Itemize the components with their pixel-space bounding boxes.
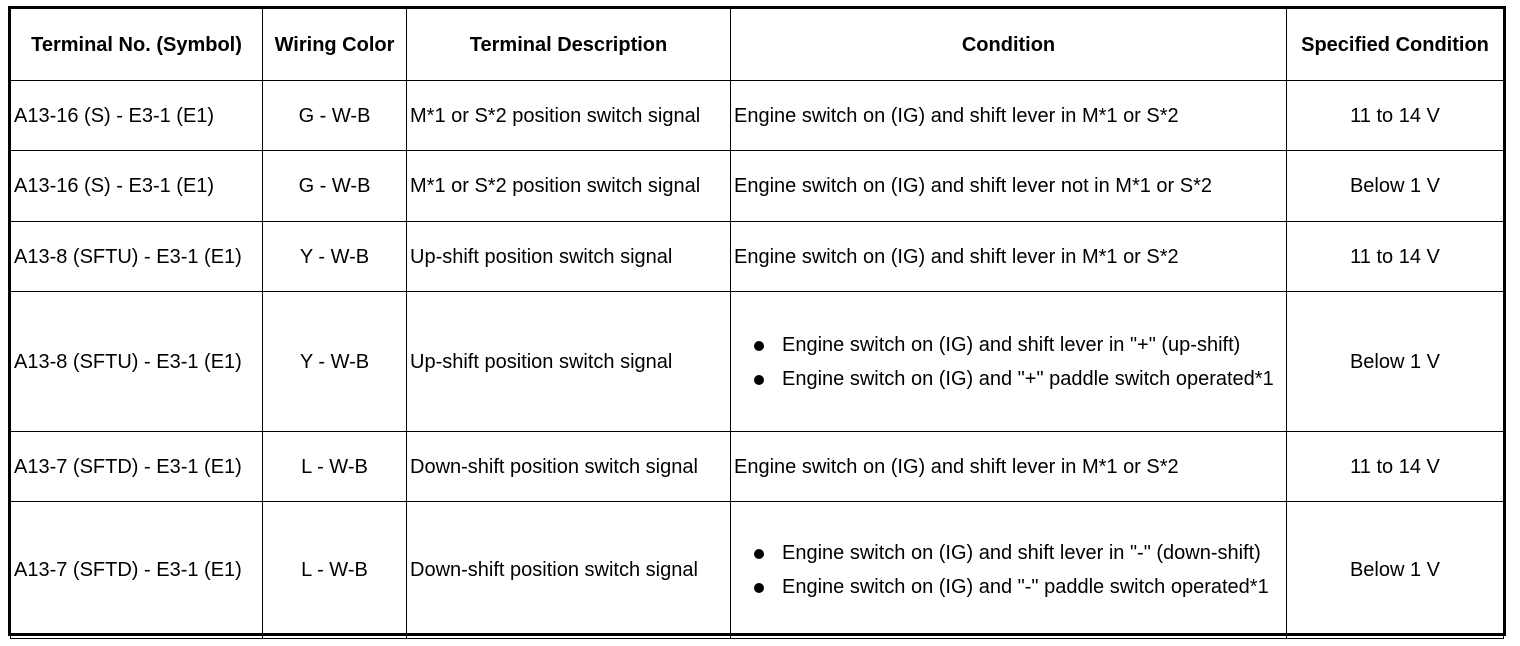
table-row xyxy=(11,151,1504,222)
description-cell: Up-shift position switch signal xyxy=(407,292,731,432)
header-terminal-description: Terminal Description xyxy=(407,9,731,81)
condition-item-text: Engine switch on (IG) and "-" paddle switch operated*1 xyxy=(782,576,1269,598)
header-terminal: Terminal No. (Symbol) xyxy=(11,9,263,81)
terminal-cell: A13-8 (SFTU) - E3-1 (E1) xyxy=(11,222,263,292)
wiring-color-cell: G - W-B xyxy=(263,81,407,151)
specified-condition-cell: 11 to 14 V xyxy=(1287,222,1504,292)
wiring-color-cell: L - W-B xyxy=(263,432,407,502)
bullet-icon xyxy=(754,549,764,559)
header-row xyxy=(11,9,1504,81)
specified-condition-cell: 11 to 14 V xyxy=(1287,432,1504,502)
table-row xyxy=(11,432,1504,502)
table-row xyxy=(11,502,1504,639)
condition-cell: Engine switch on (IG) and shift lever in M*1 or S*2 xyxy=(731,222,1287,292)
specified-condition-cell: Below 1 V xyxy=(1287,151,1504,222)
condition-list xyxy=(734,330,1283,394)
terminal-cell: A13-8 (SFTU) - E3-1 (E1) xyxy=(11,292,263,432)
condition-list-item xyxy=(734,364,1283,394)
terminal-cell: A13-7 (SFTD) - E3-1 (E1) xyxy=(11,432,263,502)
condition-cell xyxy=(731,502,1287,639)
condition-list-item xyxy=(734,538,1283,568)
specified-condition-cell: Below 1 V xyxy=(1287,292,1504,432)
condition-cell: Engine switch on (IG) and shift lever in M*1 or S*2 xyxy=(731,81,1287,151)
description-cell: Down-shift position switch signal xyxy=(407,502,731,639)
header-condition: Condition xyxy=(731,9,1287,81)
wiring-color-cell: L - W-B xyxy=(263,502,407,639)
description-cell: Up-shift position switch signal xyxy=(407,222,731,292)
condition-cell: Engine switch on (IG) and shift lever in M*1 or S*2 xyxy=(731,432,1287,502)
description-cell: M*1 or S*2 position switch signal xyxy=(407,81,731,151)
specified-condition-cell: 11 to 14 V xyxy=(1287,81,1504,151)
table-row xyxy=(11,292,1504,432)
bullet-icon xyxy=(754,583,764,593)
terminal-cell: A13-16 (S) - E3-1 (E1) xyxy=(11,81,263,151)
terminal-cell: A13-16 (S) - E3-1 (E1) xyxy=(11,151,263,222)
terminal-table xyxy=(8,6,1506,636)
condition-item-text: Engine switch on (IG) and shift lever in "+" (up-shift) xyxy=(782,333,1241,356)
specified-condition-cell: Below 1 V xyxy=(1287,502,1504,639)
wiring-color-cell: G - W-B xyxy=(263,151,407,222)
header-specified-condition: Specified Condition xyxy=(1287,9,1504,81)
wiring-color-cell: Y - W-B xyxy=(263,222,407,292)
description-cell: M*1 or S*2 position switch signal xyxy=(407,151,731,222)
bullet-icon xyxy=(754,341,764,351)
condition-item-text: Engine switch on (IG) and shift lever in "-" (down-shift) xyxy=(782,542,1261,564)
condition-item-text: Engine switch on (IG) and "+" paddle switch operated*1 xyxy=(782,367,1274,390)
bullet-icon xyxy=(754,375,764,385)
wiring-color-cell: Y - W-B xyxy=(263,292,407,432)
condition-list-item xyxy=(734,330,1283,360)
condition-cell xyxy=(731,292,1287,432)
description-cell: Down-shift position switch signal xyxy=(407,432,731,502)
condition-list xyxy=(734,538,1283,602)
condition-list-item xyxy=(734,572,1283,602)
condition-cell: Engine switch on (IG) and shift lever not in M*1 or S*2 xyxy=(731,151,1287,222)
table-row xyxy=(11,81,1504,151)
terminal-cell: A13-7 (SFTD) - E3-1 (E1) xyxy=(11,502,263,639)
header-wiring-color: Wiring Color xyxy=(263,9,407,81)
table-row xyxy=(11,222,1504,292)
terminal-spec-table xyxy=(10,8,1504,639)
